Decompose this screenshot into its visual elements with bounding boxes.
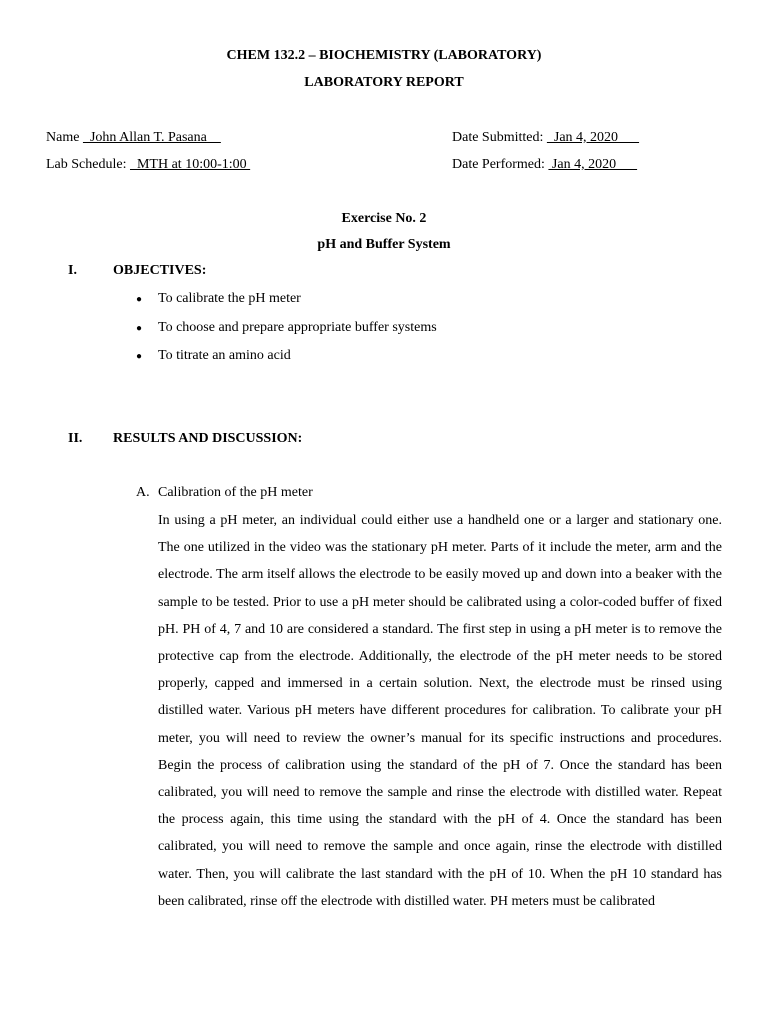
date-performed-label: Date Performed: [452, 157, 545, 172]
name-value: John Allan T. Pasana [82, 130, 221, 145]
objectives-heading: OBJECTIVES: [113, 263, 207, 278]
date-performed-value: Jan 4, 2020 [548, 157, 638, 172]
results-numeral: II. [68, 431, 83, 446]
course-title: CHEM 132.2 – BIOCHEMISTRY (LABORATORY) [226, 48, 542, 63]
name-label: Name [46, 130, 80, 145]
date-submitted-row [452, 130, 639, 146]
objective-item: To calibrate the pH meter [158, 291, 301, 306]
lab-schedule-value: MTH at 10:00-1:00 [129, 157, 251, 172]
bullet-icon: ● [136, 294, 143, 305]
calibration-paragraph: In using a pH meter, an individual could either use a handheld one or a larger and stationary one. The one utilized in the video was the stationary pH meter. Parts of it include the meter, arm and the electrode. The arm itself allows the electrode to be easily moved up and down into a beaker with the sample to be tested. Prior to use a pH meter should be calibrated using a color-coded buffer of fixed pH. PH of 4, 7 and 10 are considered a standard. The first step in using a pH meter is to remove the protective cap from the electrode. Additionally, the electrode of the pH meter needs to be stored properly, capped and immersed in a certain solution. Next, the electrode must be rinsed using distilled water. Various pH meters have different procedures for calibration. To calibrate your pH meter, you will need to review the owner’s manual for its specific instructions and procedures. Begin the process of calibration using the standard of the pH of 7. Once the standard has been calibrated, you will need to remove the sample and rinse the electrode with distilled water. Repeat the process again, this time using the standard with the pH of 4. Once the standard has been calibrated, you will need to remove the sample and once again, rinse the electrode with distilled water. Then, you will calibrate the last standard with the pH of 10. When the pH 10 standard has been calibrated, rinse off the electrode with distilled water. PH meters must be calibrated [158, 513, 722, 909]
subsection-a-title: Calibration of the pH meter [158, 485, 313, 500]
date-submitted-value: Jan 4, 2020 [546, 130, 640, 145]
date-submitted-label: Date Submitted: [452, 130, 544, 145]
results-heading: RESULTS AND DISCUSSION: [113, 431, 303, 446]
lab-schedule-row [46, 157, 250, 173]
objectives-numeral: I. [68, 263, 77, 278]
date-performed-row [452, 157, 637, 173]
objective-item: To titrate an amino acid [158, 348, 291, 363]
bullet-icon: ● [136, 351, 143, 362]
subsection-a-label: A. [136, 485, 150, 500]
report-title: LABORATORY REPORT [304, 75, 464, 90]
objective-item: To choose and prepare appropriate buffer systems [158, 320, 437, 335]
exercise-title: pH and Buffer System [317, 237, 451, 252]
name-row [46, 130, 221, 146]
bullet-icon: ● [136, 323, 143, 334]
exercise-number: Exercise No. 2 [341, 211, 427, 226]
lab-schedule-label: Lab Schedule: [46, 157, 127, 172]
